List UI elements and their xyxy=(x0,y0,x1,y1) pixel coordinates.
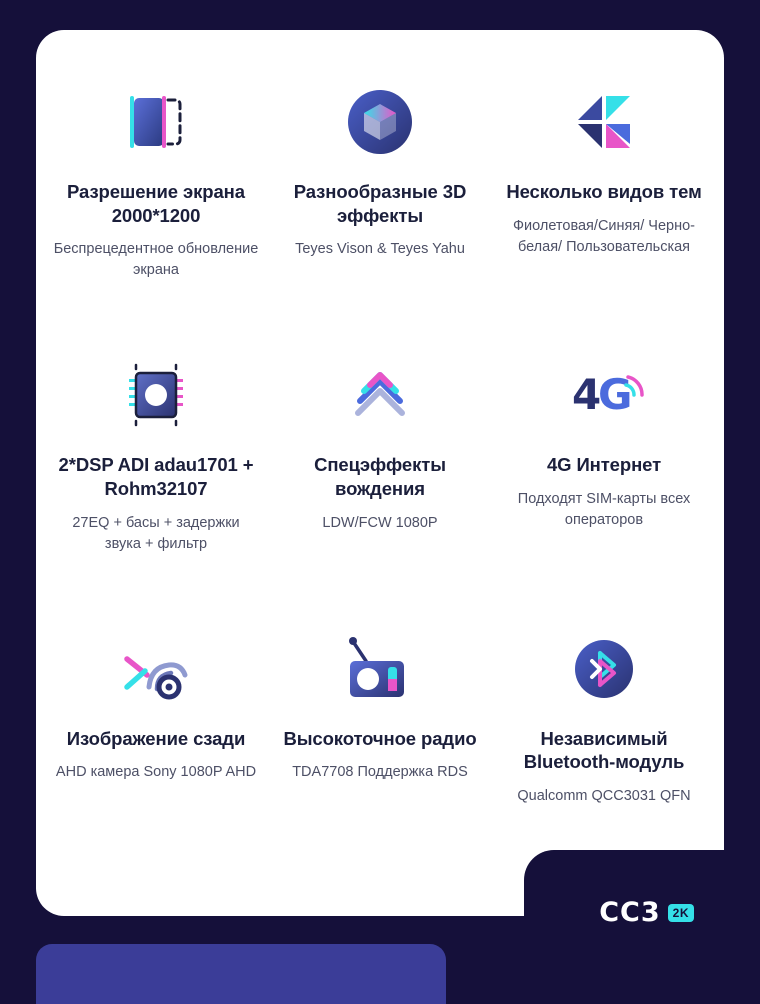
feature-subtitle: TDA7708 Поддержка RDS xyxy=(292,764,468,781)
feature-item-3d-effects xyxy=(268,56,492,329)
feature-title: 2*DSP ADI adau1701 + Rohm32107 xyxy=(58,454,254,499)
themes-icon xyxy=(560,74,648,170)
feature-subtitle: 27EQ + басы + задержки звука + фильтр xyxy=(72,514,240,552)
feature-title: Изображение сзади xyxy=(66,727,246,749)
feature-title: 4G Интернет xyxy=(546,454,662,476)
bluetooth-icon xyxy=(560,621,648,717)
rear-camera-icon xyxy=(101,621,211,717)
feature-item-screen-resolution xyxy=(44,56,268,329)
bottom-strip xyxy=(36,944,446,1004)
feature-item-driving-effects xyxy=(268,329,492,602)
feature-grid xyxy=(36,30,724,916)
feature-item-themes xyxy=(492,56,716,329)
feature-title: Спецэффекты вождения xyxy=(314,454,446,499)
3d-cube-icon xyxy=(336,74,424,170)
radio-icon xyxy=(330,621,430,717)
feature-subtitle: Фиолетовая/Синяя/ Черно-белая/ Пользовательская xyxy=(513,217,695,255)
driving-effects-icon xyxy=(330,347,430,443)
feature-title: Несколько видов тем xyxy=(506,181,702,202)
dsp-chip-icon xyxy=(112,347,200,443)
feature-item-4g-internet xyxy=(492,329,716,602)
logo-text: CC3 xyxy=(599,897,661,928)
logo-badge: 2K xyxy=(668,904,694,922)
svg-text:4: 4 xyxy=(572,370,602,420)
feature-title: Независимый Bluetooth-модуль xyxy=(523,727,685,773)
feature-subtitle: Qualcomm QCC3031 QFN xyxy=(517,788,691,804)
4g-internet-icon xyxy=(554,347,654,443)
feature-item-rear-camera xyxy=(44,603,268,876)
feature-subtitle: Подходят SIM-карты всех операторов xyxy=(517,491,691,529)
feature-item-dsp xyxy=(44,329,268,602)
product-logo xyxy=(599,897,694,928)
feature-subtitle: Teyes Vison & Teyes Yahu xyxy=(295,241,465,258)
feature-title: Высокоточное радио xyxy=(283,727,477,749)
feature-subtitle: LDW/FCW 1080P xyxy=(322,514,438,531)
feature-title: Разрешение экрана 2000*1200 xyxy=(67,181,245,226)
feature-title: Разнообразные 3D эффекты xyxy=(293,181,467,226)
screen-resolution-icon xyxy=(112,74,200,170)
svg-text:G: G xyxy=(598,370,633,420)
feature-item-bluetooth xyxy=(492,603,716,876)
feature-subtitle: Беспрецедентное обновление экрана xyxy=(53,241,259,279)
feature-item-radio xyxy=(268,603,492,876)
feature-subtitle: AHD камера Sony 1080P AHD xyxy=(55,764,257,781)
